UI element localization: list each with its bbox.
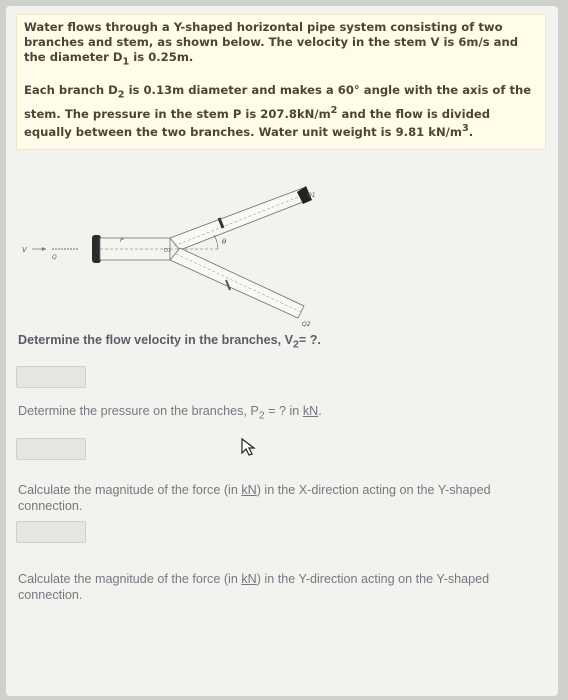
p2-text-a: Each branch D bbox=[24, 83, 118, 98]
q4-unit: kN bbox=[241, 572, 257, 586]
label-v: V bbox=[22, 246, 27, 254]
question-1 bbox=[18, 333, 321, 351]
lower-branch-pipe bbox=[170, 248, 304, 318]
label-q: Q bbox=[52, 254, 57, 261]
question-2 bbox=[18, 404, 322, 422]
q1-text-a: Determine the flow velocity in the branches, V bbox=[18, 333, 294, 347]
p2-text-b: is 0.13m diameter and makes a 60° angle with the axis of the stem. The pressure in the stem P is 207.8kN/m bbox=[24, 83, 532, 121]
q3-text-b: ) in the X-direction acting on the Y-shaped connection. bbox=[18, 483, 491, 513]
p2-text-c: and the flow is divided equally between the two branches. Water unit weight is 9.81 kN/m bbox=[24, 106, 491, 140]
q2-unit: kN bbox=[302, 404, 319, 418]
p1-sub: 1 bbox=[122, 56, 130, 68]
problem-paragraph-2 bbox=[24, 83, 538, 140]
p1-text-b: is 0.25m. bbox=[129, 50, 194, 64]
label-p: P bbox=[120, 237, 124, 244]
p2-sup: 2 bbox=[330, 104, 338, 116]
mouse-cursor-icon bbox=[240, 437, 258, 457]
answer-input-2[interactable] bbox=[16, 438, 86, 460]
q1-sub: 2 bbox=[293, 338, 299, 351]
q3-unit: kN bbox=[241, 483, 257, 497]
problem-paragraph-1 bbox=[24, 20, 538, 69]
flow-arrow-head bbox=[42, 247, 46, 251]
q4-text-a: Calculate the magnitude of the force (in bbox=[18, 572, 242, 586]
label-q1: Q1 bbox=[307, 192, 316, 199]
p2-text-d: . bbox=[468, 125, 474, 140]
q3-text-a: Calculate the magnitude of the force (in bbox=[18, 483, 242, 497]
upper-branch-centerline bbox=[174, 194, 306, 246]
angle-arc bbox=[214, 235, 218, 249]
q2-text-c: . bbox=[318, 404, 322, 418]
q2-text-a: Determine the pressure on the branches, P bbox=[18, 404, 259, 418]
p1-text-a: Water flows through a Y-shaped horizontal pipe system consisting of two branches and stem, as shown below. The velocity in the stem V is 6m/s and the diameter D bbox=[24, 20, 519, 64]
upper-branch-pipe bbox=[170, 188, 308, 250]
p2-sup2: 3 bbox=[461, 123, 469, 135]
answer-input-3[interactable] bbox=[16, 521, 86, 543]
q4-text-b: ) in the Y-direction acting on the Y-shaped connection. bbox=[18, 572, 490, 602]
answer-input-1[interactable] bbox=[16, 366, 86, 388]
q2-text-b: = ? in bbox=[264, 404, 303, 418]
question-3 bbox=[18, 482, 538, 514]
problem-statement bbox=[16, 14, 546, 150]
p2-sub: 2 bbox=[117, 89, 125, 101]
q1-text-b: = ?. bbox=[298, 333, 321, 347]
question-4 bbox=[18, 571, 538, 603]
label-theta: θ bbox=[222, 238, 227, 246]
label-q2: Q2 bbox=[302, 321, 311, 328]
y-pipe-diagram bbox=[18, 178, 338, 328]
label-d1: D1 bbox=[164, 248, 172, 254]
q2-sub: 2 bbox=[258, 409, 265, 422]
